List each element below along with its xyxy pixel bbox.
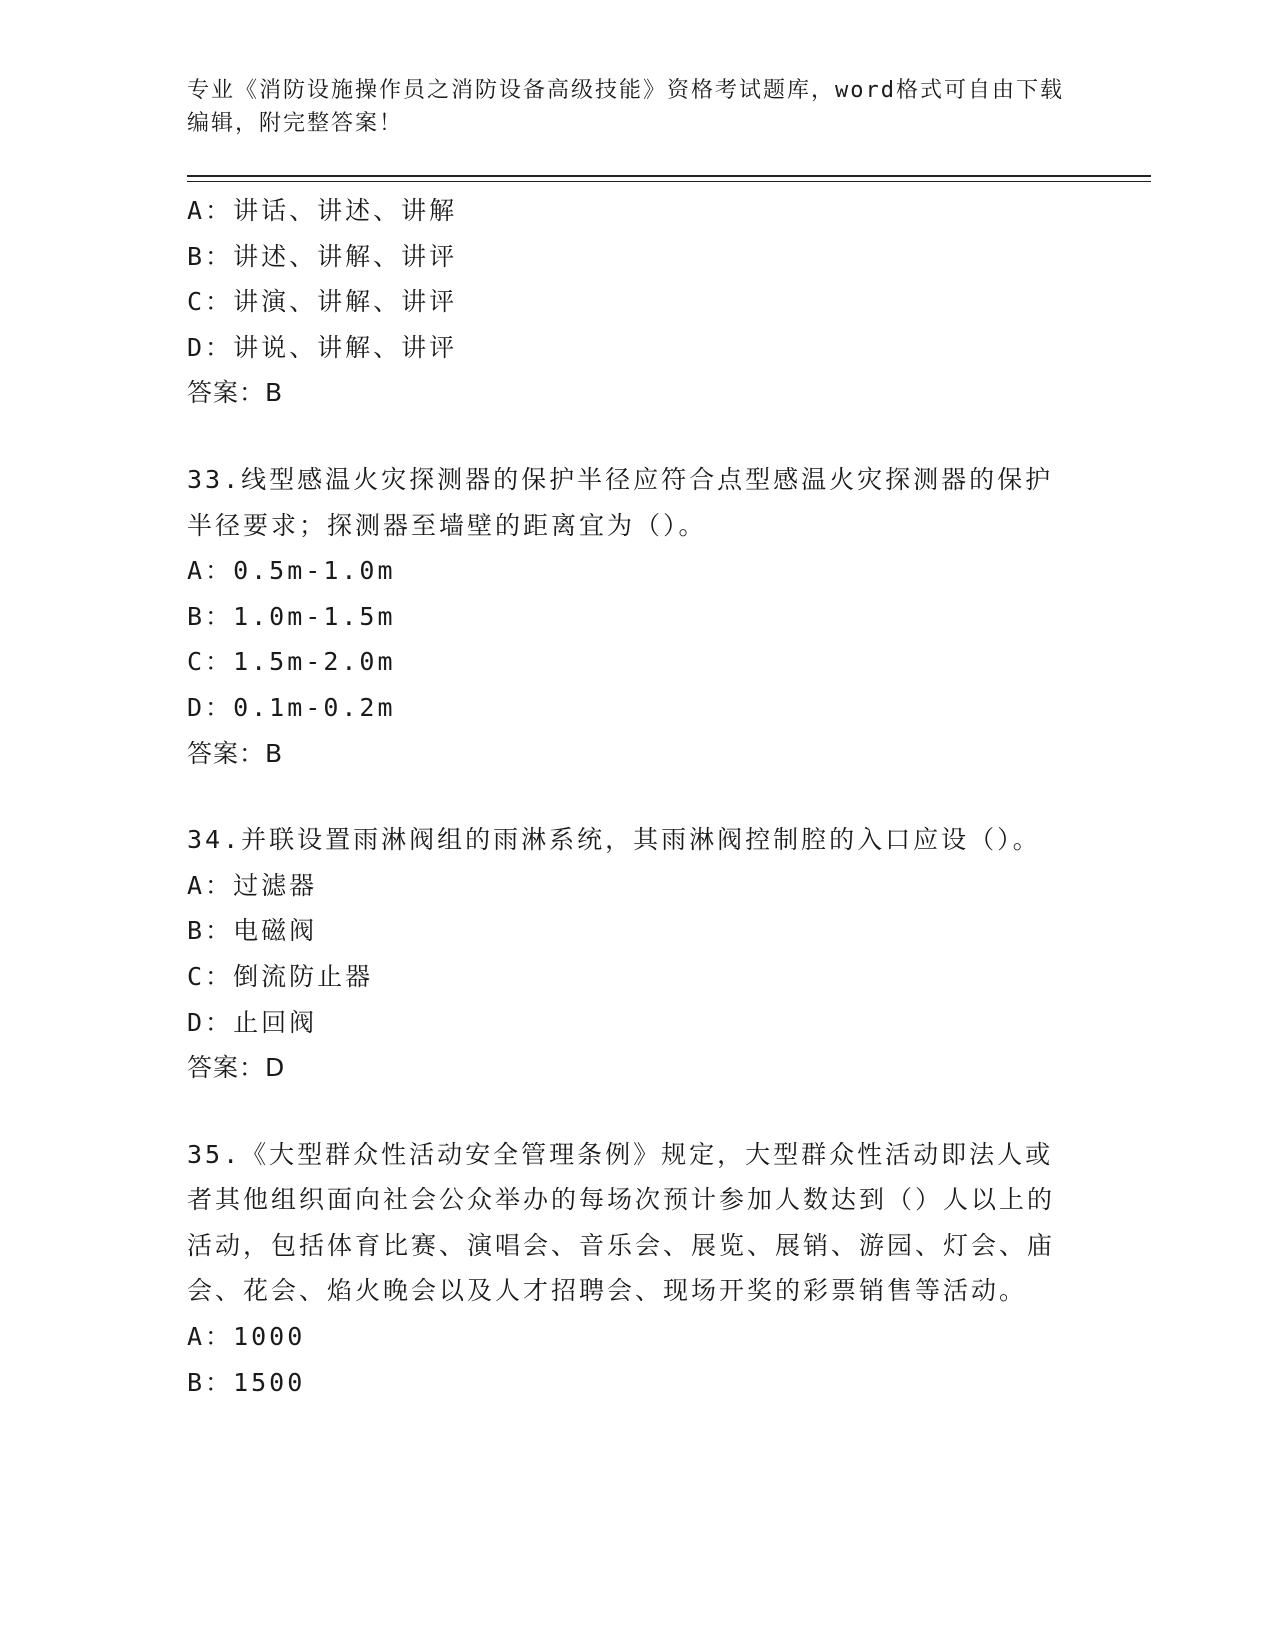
header-divider-thin xyxy=(187,181,1151,182)
option-text: 1.0m-1.5m xyxy=(233,601,396,631)
option-a xyxy=(187,188,1087,234)
option-c xyxy=(187,639,1087,685)
option-d xyxy=(187,1000,1087,1046)
option-label: A： xyxy=(187,1322,234,1352)
option-label: D： xyxy=(187,332,234,362)
answer-line: 答案：D xyxy=(187,1053,286,1083)
option-text: 倒流防止器 xyxy=(233,961,374,991)
question-33 xyxy=(187,457,1087,776)
option-b xyxy=(187,1360,1087,1406)
option-label: C： xyxy=(187,287,234,317)
option-text: 讲说、讲解、讲评 xyxy=(233,332,458,362)
document-header: 专业《消防设施操作员之消防设备高级技能》资格考试题库，word格式可自由下载编辑，附完整答案！ xyxy=(187,78,1064,136)
option-b xyxy=(187,908,1087,954)
option-text: 1500 xyxy=(233,1367,306,1397)
option-label: C： xyxy=(187,961,234,991)
spacer xyxy=(187,1091,1087,1132)
option-label: A： xyxy=(187,870,234,900)
option-label: D： xyxy=(187,692,234,722)
spacer xyxy=(187,416,1087,457)
option-b xyxy=(187,234,1087,280)
option-text: 讲演、讲解、讲评 xyxy=(233,287,458,317)
question-32 xyxy=(187,188,1087,416)
question-35 xyxy=(187,1132,1087,1406)
option-c xyxy=(187,279,1087,325)
option-text: 电磁阀 xyxy=(233,916,318,946)
question-text: 35.《大型群众性活动安全管理条例》规定，大型群众性活动即法人或者其他组织面向社会公众举办的每场次预计参加人数达到（）人以上的活动，包括体育比赛、演唱会、音乐会、展览、展销、游园、灯会、庙会、花会、焰火晚会以及人才招聘会、现场开奖的彩票销售等活动。 xyxy=(187,1139,1056,1306)
option-text: 讲述、讲解、讲评 xyxy=(233,241,458,271)
question-list xyxy=(187,188,1087,1405)
answer-line: 答案：B xyxy=(187,738,284,768)
option-label: B： xyxy=(187,1367,234,1397)
option-text: 讲话、讲述、讲解 xyxy=(233,196,458,225)
option-a xyxy=(187,863,1087,909)
option-label: A： xyxy=(187,556,234,586)
option-a xyxy=(187,548,1087,594)
option-d xyxy=(187,685,1087,731)
option-text: 0.5m-1.0m xyxy=(233,556,396,586)
answer-line: 答案：B xyxy=(187,378,284,408)
option-text: 0.1m-0.2m xyxy=(233,692,396,722)
option-text: 1.5m-2.0m xyxy=(233,647,396,677)
option-label: B： xyxy=(187,601,234,631)
option-c xyxy=(187,954,1087,1000)
question-text: 33.线型感温火灾探测器的保护半径应符合点型感温火灾探测器的保护半径要求；探测器至墙壁的距离宜为（）。 xyxy=(187,464,1054,540)
option-label: A： xyxy=(187,196,234,225)
option-a xyxy=(187,1314,1087,1360)
header-divider-thick xyxy=(187,175,1151,177)
option-text: 1000 xyxy=(233,1322,306,1352)
question-text: 34.并联设置雨淋阀组的雨淋系统，其雨淋阀控制腔的入口应设（）。 xyxy=(187,825,1041,855)
option-label: B： xyxy=(187,241,234,271)
option-text: 止回阀 xyxy=(233,1007,318,1037)
question-34 xyxy=(187,817,1087,1091)
option-d xyxy=(187,325,1087,371)
option-text: 过滤器 xyxy=(233,870,318,900)
option-b xyxy=(187,594,1087,640)
spacer xyxy=(187,776,1087,817)
option-label: B： xyxy=(187,916,234,946)
option-label: C： xyxy=(187,647,234,677)
option-label: D： xyxy=(187,1007,234,1037)
